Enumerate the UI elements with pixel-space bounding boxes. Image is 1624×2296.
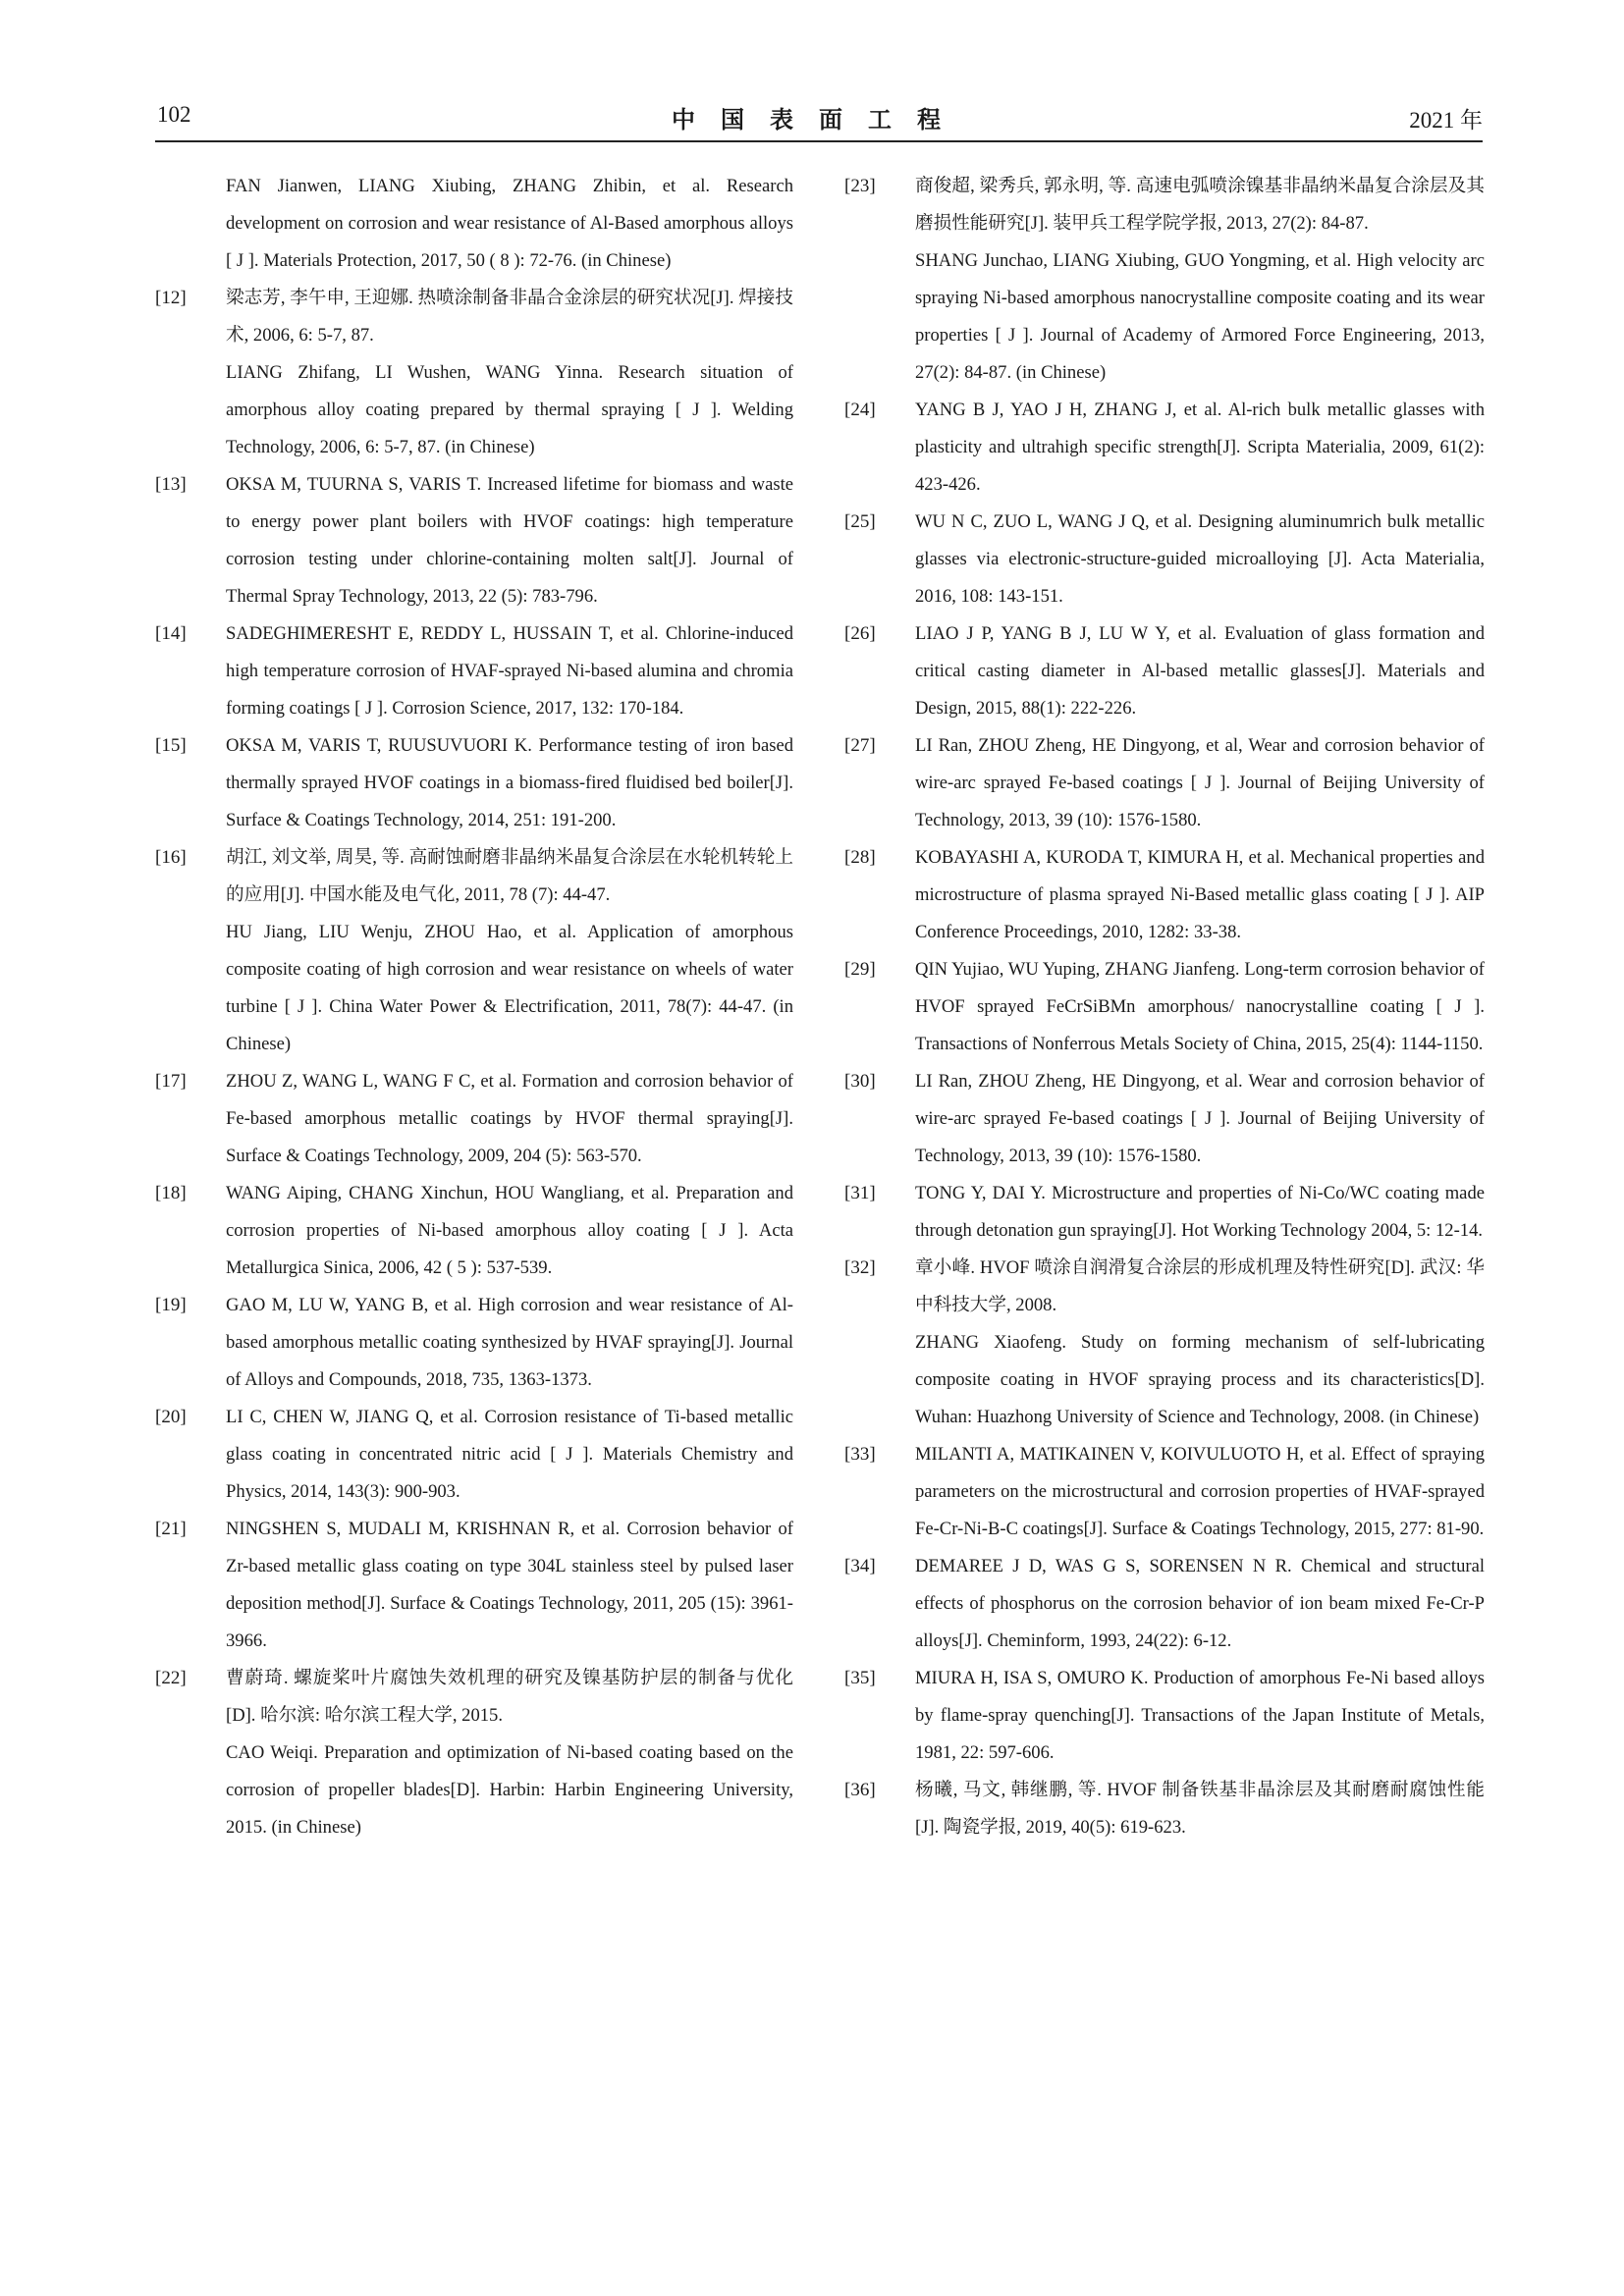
reference-entry	[155, 727, 793, 839]
reference-text: LI C, CHEN W, JIANG Q, et al. Corrosion resistance of Ti-based metallic glass coating in concentrated nitric acid [ J ]. Materials Chemistry and Physics, 2014, 143(3): 900-903.	[226, 1407, 793, 1502]
reference-number: [22]	[155, 1668, 187, 1688]
reference-text: LI Ran, ZHOU Zheng, HE Dingyong, et al, Wear and corrosion behavior of wire-arc sprayed Fe-based coatings [ J ]. Journal of Beijing University of Technology, 2013, 39 (10): 1576-1580.	[915, 735, 1485, 830]
reference-number: [15]	[155, 735, 187, 756]
journal-title: 中国表面工程	[672, 106, 966, 133]
reference-entry	[844, 1548, 1485, 1660]
reference-number: [27]	[844, 735, 876, 756]
reference-text: OKSA M, VARIS T, RUUSUVUORI K. Performance testing of iron based thermally sprayed HVOF coatings in a biomass-fired fluidised bed boiler[J]. Surface & Coatings Technology, 2014, 251: 191-200.	[226, 735, 793, 830]
reference-translation: HU Jiang, LIU Wenju, ZHOU Hao, et al. Application of amorphous composite coating of high corrosion and wear resistance on wheels of water turbine [ J ]. China Water Power & Electrification, 2011, 78(7): 44-47. (in Chinese)	[226, 922, 793, 1054]
reference-text: 胡江, 刘文举, 周昊, 等. 高耐蚀耐磨非晶纳米晶复合涂层在水轮机转轮上的应用[J]. 中国水能及电气化, 2011, 78 (7): 44-47.	[226, 847, 793, 905]
reference-translation: ZHANG Xiaofeng. Study on forming mechanism of self-lubricating composite coating in HVOF spraying process and its characteristics[D]. Wuhan: Huazhong University of Science and Technology, 2008. (in Chinese)	[915, 1332, 1485, 1427]
reference-entry	[844, 1772, 1485, 1846]
reference-number: [24]	[844, 400, 876, 420]
reference-text: DEMAREE J D, WAS G S, SORENSEN N R. Chemical and structural effects of phosphorus on the corrosion behavior of ion beam mixed Fe-Cr-P alloys[J]. Cheminform, 1993, 24(22): 6-12.	[915, 1556, 1485, 1651]
reference-entry	[844, 1436, 1485, 1548]
reference-number: [33]	[844, 1444, 876, 1465]
reference-number: [25]	[844, 511, 876, 532]
reference-entry	[844, 168, 1485, 392]
right-column-references	[844, 168, 1485, 1846]
reference-entry	[155, 1660, 793, 1846]
reference-entry	[155, 1063, 793, 1175]
reference-number: [29]	[844, 959, 876, 980]
reference-text: 商俊超, 梁秀兵, 郭永明, 等. 高速电弧喷涂镍基非晶纳米晶复合涂层及其磨损性能研究[J]. 装甲兵工程学院学报, 2013, 27(2): 84-87.	[915, 176, 1485, 234]
running-header	[155, 98, 1483, 137]
reference-text: 梁志芳, 李午申, 王迎娜. 热喷涂制备非晶合金涂层的研究状况[J]. 焊接技术, 2006, 6: 5-7, 87.	[226, 288, 793, 346]
reference-entry	[155, 615, 793, 727]
reference-entry	[155, 168, 793, 280]
reference-text: SADEGHIMERESHT E, REDDY L, HUSSAIN T, et al. Chlorine-induced high temperature corrosion of HVAF-sprayed Ni-based alumina and chromia forming coatings [ J ]. Corrosion Science, 2017, 132: 170-184.	[226, 623, 793, 719]
reference-number: [34]	[844, 1556, 876, 1576]
reference-number: [23]	[844, 176, 876, 196]
reference-number: [18]	[155, 1183, 187, 1203]
reference-text: KOBAYASHI A, KURODA T, KIMURA H, et al. Mechanical properties and microstructure of plasma sprayed Ni-Based metallic glass coating [ J ]. AIP Conference Proceedings, 2010, 1282: 33-38.	[915, 847, 1485, 942]
reference-number: [12]	[155, 288, 187, 308]
reference-translation: CAO Weiqi. Preparation and optimization of Ni-based coating based on the corrosion of propeller blades[D]. Harbin: Harbin Engineering University, 2015. (in Chinese)	[226, 1742, 793, 1838]
reference-text: 曹蔚琦. 螺旋桨叶片腐蚀失效机理的研究及镍基防护层的制备与优化[D]. 哈尔滨: 哈尔滨工程大学, 2015.	[226, 1668, 793, 1726]
reference-entry	[844, 615, 1485, 727]
reference-entry	[844, 1250, 1485, 1436]
reference-text: ZHOU Z, WANG L, WANG F C, et al. Formation and corrosion behavior of Fe-based amorphous metallic coatings by HVOF thermal spraying[J]. Surface & Coatings Technology, 2009, 204 (5): 563-570.	[226, 1071, 793, 1166]
reference-number: [26]	[844, 623, 876, 644]
reference-text: YANG B J, YAO J H, ZHANG J, et al. Al-rich bulk metallic glasses with plasticity and ultrahigh specific strength[J]. Scripta Materialia, 2009, 61(2): 423-426.	[915, 400, 1485, 495]
reference-entry	[155, 1287, 793, 1399]
reference-text: MIURA H, ISA S, OMURO K. Production of amorphous Fe-Ni based alloys by flame-spray quenching[J]. Transactions of the Japan Institute of Metals, 1981, 22: 597-606.	[915, 1668, 1485, 1763]
reference-text: WANG Aiping, CHANG Xinchun, HOU Wangliang, et al. Preparation and corrosion properties of Ni-based amorphous alloy coating [ J ]. Acta Metallurgica Sinica, 2006, 42 ( 5 ): 537-539.	[226, 1183, 793, 1278]
reference-number: [35]	[844, 1668, 876, 1688]
reference-entry	[155, 1399, 793, 1511]
reference-text: WU N C, ZUO L, WANG J Q, et al. Designing aluminumrich bulk metallic glasses via electronic-structure-guided microalloying [J]. Acta Materialia, 2016, 108: 143-151.	[915, 511, 1485, 607]
reference-translation: LIANG Zhifang, LI Wushen, WANG Yinna. Research situation of amorphous alloy coating prepared by thermal spraying [ J ]. Welding Technology, 2006, 6: 5-7, 87. (in Chinese)	[226, 362, 793, 457]
reference-entry	[844, 1063, 1485, 1175]
reference-entry	[844, 951, 1485, 1063]
reference-entry	[844, 1660, 1485, 1772]
year: 2021 年	[1409, 108, 1483, 133]
reference-text: 章小峰. HVOF 喷涂自润滑复合涂层的形成机理及特性研究[D]. 武汉: 华中科技大学, 2008.	[915, 1257, 1485, 1315]
reference-text: 杨曦, 马文, 韩继鹏, 等. HVOF 制备铁基非晶涂层及其耐磨耐腐蚀性能[J]. 陶瓷学报, 2019, 40(5): 619-623.	[915, 1780, 1485, 1838]
reference-number: [13]	[155, 474, 187, 495]
reference-entry	[155, 466, 793, 615]
reference-entry	[155, 280, 793, 466]
reference-text: NINGSHEN S, MUDALI M, KRISHNAN R, et al. Corrosion behavior of Zr-based metallic glass coating on type 304L stainless steel by pulsed laser deposition method[J]. Surface & Coatings Technology, 2011, 205 (15): 3961-3966.	[226, 1519, 793, 1651]
reference-text: LI Ran, ZHOU Zheng, HE Dingyong, et al. Wear and corrosion behavior of wire-arc sprayed Fe-based coatings [ J ]. Journal of Beijing University of Technology, 2013, 39 (10): 1576-1580.	[915, 1071, 1485, 1166]
page-number: 102	[157, 102, 191, 127]
reference-text: OKSA M, TUURNA S, VARIS T. Increased lifetime for biomass and waste to energy power plant boilers with HVOF coatings: high temperature corrosion testing under chlorine-containing molten salt[J]. Journal of Thermal Spray Technology, 2013, 22 (5): 783-796.	[226, 474, 793, 607]
reference-number: [28]	[844, 847, 876, 868]
reference-text: QIN Yujiao, WU Yuping, ZHANG Jianfeng. Long-term corrosion behavior of HVOF sprayed FeCrSiBMn amorphous/ nanocrystalline coating [ J ]. Transactions of Nonferrous Metals Society of China, 2015, 25(4): 1144-1150.	[915, 959, 1485, 1054]
reference-entry	[155, 1175, 793, 1287]
reference-number: [32]	[844, 1257, 876, 1278]
reference-text: FAN Jianwen, LIANG Xiubing, ZHANG Zhibin, et al. Research development on corrosion and wear resistance of Al-Based amorphous alloys [ J ]. Materials Protection, 2017, 50 ( 8 ): 72-76. (in Chinese)	[226, 176, 793, 271]
reference-translation: SHANG Junchao, LIANG Xiubing, GUO Yongming, et al. High velocity arc spraying Ni-based amorphous nanocrystalline composite coating and its wear properties [ J ]. Journal of Academy of Armored Force Engineering, 2013, 27(2): 84-87. (in Chinese)	[915, 250, 1485, 383]
reference-text: MILANTI A, MATIKAINEN V, KOIVULUOTO H, et al. Effect of spraying parameters on the microstructural and corrosion properties of HVAF-sprayed Fe-Cr-Ni-B-C coatings[J]. Surface & Coatings Technology, 2015, 277: 81-90.	[915, 1444, 1485, 1539]
reference-number: [19]	[155, 1295, 187, 1315]
reference-number: [16]	[155, 847, 187, 868]
reference-entry	[155, 839, 793, 1063]
reference-number: [20]	[155, 1407, 187, 1427]
reference-entry	[844, 1175, 1485, 1250]
reference-entry	[155, 1511, 793, 1660]
left-column-references	[155, 168, 793, 1846]
reference-number: [31]	[844, 1183, 876, 1203]
reference-number: [21]	[155, 1519, 187, 1539]
reference-text: TONG Y, DAI Y. Microstructure and properties of Ni-Co/WC coating made through detonation gun spraying[J]. Hot Working Technology 2004, 5: 12-14.	[915, 1183, 1485, 1241]
reference-entry	[844, 727, 1485, 839]
reference-number: [36]	[844, 1780, 876, 1800]
reference-text: LIAO J P, YANG B J, LU W Y, et al. Evaluation of glass formation and critical casting diameter in Al-based metallic glasses[J]. Materials and Design, 2015, 88(1): 222-226.	[915, 623, 1485, 719]
reference-entry	[844, 392, 1485, 504]
reference-number: [17]	[155, 1071, 187, 1092]
reference-number: [30]	[844, 1071, 876, 1092]
reference-entry	[844, 839, 1485, 951]
reference-entry	[844, 504, 1485, 615]
reference-number: [14]	[155, 623, 187, 644]
header-rule	[155, 140, 1483, 142]
reference-text: GAO M, LU W, YANG B, et al. High corrosion and wear resistance of Al-based amorphous metallic coating synthesized by HVAF spraying[J]. Journal of Alloys and Compounds, 2018, 735, 1363-1373.	[226, 1295, 793, 1390]
